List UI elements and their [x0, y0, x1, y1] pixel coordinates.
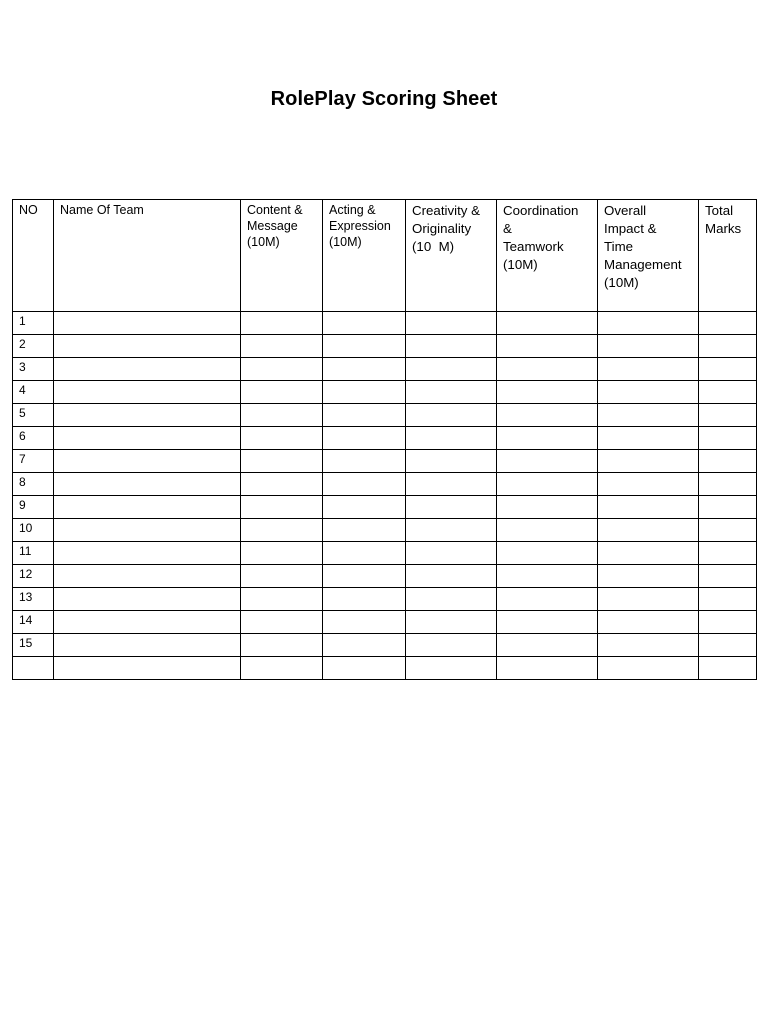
header-creativity-line: Originality	[412, 221, 472, 236]
score-cell[interactable]	[497, 542, 598, 565]
score-cell[interactable]	[406, 519, 497, 542]
score-cell[interactable]	[54, 312, 241, 335]
row-number: 10	[13, 519, 54, 542]
score-cell[interactable]	[323, 611, 406, 634]
header-coordination-teamwork	[497, 200, 598, 312]
score-cell[interactable]	[241, 335, 323, 358]
score-cell[interactable]	[406, 657, 497, 680]
score-cell[interactable]	[323, 358, 406, 381]
row-number: 11	[13, 542, 54, 565]
score-cell[interactable]	[699, 335, 757, 358]
score-cell[interactable]	[598, 634, 699, 657]
header-impact-line: (10M)	[604, 275, 639, 290]
score-cell[interactable]	[54, 381, 241, 404]
row-number: 9	[13, 496, 54, 519]
score-cell[interactable]	[241, 427, 323, 450]
score-cell[interactable]	[323, 404, 406, 427]
row-number: 1	[13, 312, 54, 335]
score-cell[interactable]	[54, 519, 241, 542]
score-cell[interactable]	[406, 404, 497, 427]
row-number: 14	[13, 611, 54, 634]
header-creativity-line: (10 M)	[412, 239, 455, 254]
score-cell[interactable]	[241, 404, 323, 427]
score-cell[interactable]	[406, 565, 497, 588]
score-cell[interactable]	[497, 519, 598, 542]
score-cell[interactable]	[241, 565, 323, 588]
header-content-line: Message	[247, 219, 298, 233]
table-row	[13, 657, 757, 680]
table-row	[13, 450, 757, 473]
score-cell[interactable]	[699, 565, 757, 588]
score-cell[interactable]	[406, 473, 497, 496]
score-cell[interactable]	[323, 473, 406, 496]
table-row	[13, 565, 757, 588]
score-cell[interactable]	[598, 519, 699, 542]
score-cell[interactable]	[54, 496, 241, 519]
score-cell[interactable]	[497, 335, 598, 358]
score-cell[interactable]	[406, 496, 497, 519]
score-cell[interactable]	[497, 588, 598, 611]
score-cell[interactable]	[323, 542, 406, 565]
score-cell[interactable]	[699, 542, 757, 565]
score-cell[interactable]	[323, 634, 406, 657]
table-row	[13, 496, 757, 519]
score-cell[interactable]	[323, 588, 406, 611]
header-content-line: (10M)	[247, 235, 280, 249]
score-cell[interactable]	[323, 519, 406, 542]
score-cell[interactable]	[241, 519, 323, 542]
score-cell[interactable]	[497, 358, 598, 381]
score-cell[interactable]	[699, 312, 757, 335]
score-cell[interactable]	[241, 542, 323, 565]
score-cell[interactable]	[241, 496, 323, 519]
header-coordination-line: &	[503, 221, 512, 236]
score-cell[interactable]	[241, 358, 323, 381]
score-cell[interactable]	[241, 657, 323, 680]
score-cell[interactable]	[699, 450, 757, 473]
score-cell[interactable]	[241, 473, 323, 496]
score-cell[interactable]	[241, 381, 323, 404]
score-cell[interactable]	[497, 404, 598, 427]
score-cell[interactable]	[598, 335, 699, 358]
score-cell[interactable]	[54, 565, 241, 588]
score-cell[interactable]	[54, 657, 241, 680]
score-cell[interactable]	[598, 657, 699, 680]
scoring-table	[12, 199, 757, 680]
table-row	[13, 358, 757, 381]
header-acting-line: Expression	[329, 219, 391, 233]
score-cell[interactable]	[598, 473, 699, 496]
header-impact-line: Time	[604, 239, 634, 254]
score-cell[interactable]	[406, 611, 497, 634]
score-cell[interactable]	[699, 611, 757, 634]
header-coordination-line: Teamwork	[503, 239, 564, 254]
score-cell[interactable]	[241, 611, 323, 634]
score-cell[interactable]	[406, 427, 497, 450]
score-cell[interactable]	[497, 565, 598, 588]
score-cell[interactable]	[54, 542, 241, 565]
score-cell[interactable]	[699, 358, 757, 381]
score-cell[interactable]	[54, 335, 241, 358]
score-cell[interactable]	[598, 358, 699, 381]
header-overall-impact	[598, 200, 699, 312]
score-cell[interactable]	[323, 657, 406, 680]
table-row	[13, 611, 757, 634]
table-row	[13, 427, 757, 450]
table-row	[13, 542, 757, 565]
header-content-line: Content &	[247, 203, 303, 217]
header-acting-line: Acting &	[329, 203, 376, 217]
page-title: RolePlay Scoring Sheet	[270, 88, 498, 110]
table-row	[13, 381, 757, 404]
header-impact-line: Overall	[604, 203, 647, 218]
header-creativity-line: Creativity &	[412, 203, 480, 218]
score-cell[interactable]	[699, 657, 757, 680]
header-creativity-originality	[406, 200, 497, 312]
score-cell[interactable]	[54, 611, 241, 634]
row-number: 13	[13, 588, 54, 611]
score-cell[interactable]	[598, 496, 699, 519]
score-cell[interactable]	[699, 634, 757, 657]
header-impact-line: Impact &	[604, 221, 657, 236]
score-cell[interactable]	[54, 450, 241, 473]
header-acting-expression	[323, 200, 406, 312]
score-cell[interactable]	[54, 358, 241, 381]
score-cell[interactable]	[54, 427, 241, 450]
score-cell[interactable]	[598, 565, 699, 588]
row-number: 12	[13, 565, 54, 588]
score-cell[interactable]	[406, 381, 497, 404]
score-cell[interactable]	[497, 312, 598, 335]
table-row	[13, 335, 757, 358]
score-cell[interactable]	[406, 588, 497, 611]
score-cell[interactable]	[54, 473, 241, 496]
header-name-label: Name Of Team	[60, 203, 144, 217]
header-coordination-line: Coordination	[503, 203, 579, 218]
score-cell[interactable]	[323, 450, 406, 473]
score-cell[interactable]	[699, 473, 757, 496]
score-cell[interactable]	[406, 450, 497, 473]
score-cell[interactable]	[497, 473, 598, 496]
score-cell[interactable]	[598, 381, 699, 404]
score-cell[interactable]	[323, 427, 406, 450]
score-cell[interactable]	[241, 588, 323, 611]
score-cell[interactable]	[323, 565, 406, 588]
score-cell[interactable]	[323, 496, 406, 519]
row-number: 2	[13, 335, 54, 358]
header-coordination-line: (10M)	[503, 257, 538, 272]
score-cell[interactable]	[406, 335, 497, 358]
score-cell[interactable]	[323, 335, 406, 358]
table-row	[13, 404, 757, 427]
header-acting-line: (10M)	[329, 235, 362, 249]
score-cell[interactable]	[323, 381, 406, 404]
table-row	[13, 473, 757, 496]
score-cell[interactable]	[497, 657, 598, 680]
score-cell[interactable]	[54, 588, 241, 611]
score-cell[interactable]	[598, 588, 699, 611]
score-cell[interactable]	[241, 450, 323, 473]
score-cell[interactable]	[699, 496, 757, 519]
header-row	[13, 200, 757, 312]
score-cell[interactable]	[598, 404, 699, 427]
score-cell[interactable]	[497, 496, 598, 519]
score-cell[interactable]	[54, 634, 241, 657]
score-cell[interactable]	[54, 404, 241, 427]
row-number	[13, 657, 54, 680]
header-name-of-team	[54, 200, 241, 312]
score-cell[interactable]	[241, 634, 323, 657]
score-cell[interactable]	[406, 312, 497, 335]
score-cell[interactable]	[241, 312, 323, 335]
row-number: 8	[13, 473, 54, 496]
score-cell[interactable]	[598, 611, 699, 634]
header-total-line: Total	[705, 203, 734, 218]
score-cell[interactable]	[598, 450, 699, 473]
score-cell[interactable]	[699, 519, 757, 542]
score-cell[interactable]	[323, 312, 406, 335]
row-number: 6	[13, 427, 54, 450]
score-cell[interactable]	[497, 611, 598, 634]
score-cell[interactable]	[699, 404, 757, 427]
score-cell[interactable]	[598, 542, 699, 565]
score-cell[interactable]	[497, 450, 598, 473]
score-cell[interactable]	[406, 358, 497, 381]
row-number: 7	[13, 450, 54, 473]
header-total-marks	[699, 200, 757, 312]
row-number: 4	[13, 381, 54, 404]
score-cell[interactable]	[406, 634, 497, 657]
score-cell[interactable]	[699, 381, 757, 404]
row-number: 5	[13, 404, 54, 427]
row-number: 3	[13, 358, 54, 381]
score-cell[interactable]	[497, 634, 598, 657]
table-row	[13, 519, 757, 542]
header-content-message	[241, 200, 323, 312]
score-cell[interactable]	[406, 542, 497, 565]
header-total-line: Marks	[705, 221, 742, 236]
score-cell[interactable]	[699, 588, 757, 611]
table-row	[13, 588, 757, 611]
table-row	[13, 634, 757, 657]
row-number: 15	[13, 634, 54, 657]
table-row	[13, 312, 757, 335]
score-cell[interactable]	[497, 381, 598, 404]
score-cell[interactable]	[598, 312, 699, 335]
header-no	[13, 200, 54, 312]
header-no-label: NO	[19, 203, 38, 217]
score-cell[interactable]	[497, 427, 598, 450]
score-cell[interactable]	[598, 427, 699, 450]
header-impact-line: Management	[604, 257, 682, 272]
score-cell[interactable]	[699, 427, 757, 450]
